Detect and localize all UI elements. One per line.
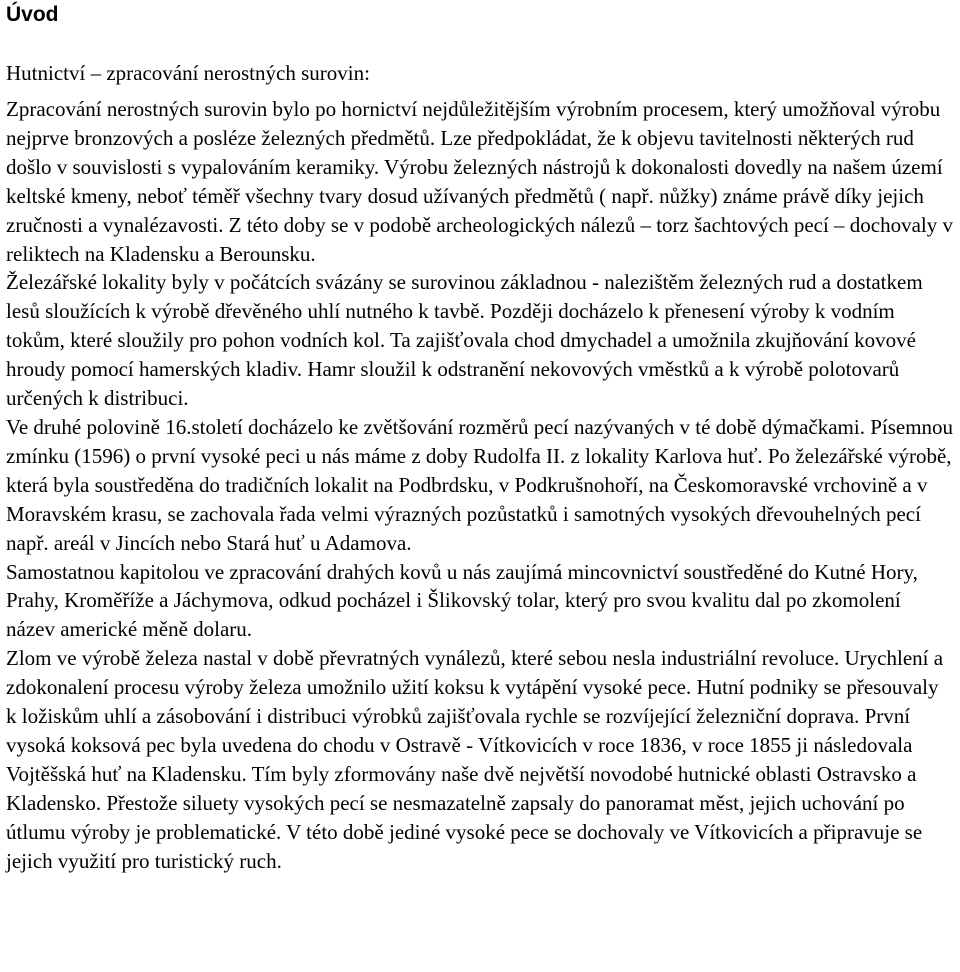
paragraph-blast-furnaces: Ve druhé polovině 16.století docházelo ke zvětšování rozměrů pecí nazývaných v té době dýmačkami. Písemnou zmínku (1596) o první vysoké peci u nás máme z doby Rudolfa II. z lokality Karlova huť. Po železářské výrobě, která byla soustředěna do tradičních lokalit na Podbrdsku, v Podkrušnohoří, na Českomoravské vrchovině a v Moravském krasu, se zachovala řada velmi výrazných pozůstatků i samotných vysokých dřevouhelných pecí např. areál v Jincích nebo Stará huť u Adamova. [6,414,954,555]
paragraph-early-history: Zpracování nerostných surovin bylo po hornictví nejdůležitějším výrobním procesem, který umožňoval výrobu nejprve bronzových a posléze železných předmětů. Lze předpokládat, že k objevu tavitelnosti některých rud došlo v souvislosti s vypalováním keramiky. Výrobu železných nástrojů k dokonalosti dovedly na našem území keltské kmeny, neboť téměř všechny tvary dosud užívaných předmětů ( např. nůžky) známe právě díky jejich zručnosti a vynalézavosti. Z této doby se v podobě archeologických nálezů – torz šachtových pecí – dochovaly v reliktech na Kladensku a Berounsku. [6,97,954,266]
paragraph-ironworks: Železářské lokality byly v počátcích svázány se surovinou základnou - nalezištěm železných rud a dostatkem lesů sloužících k výrobě dřevěného uhlí nutného k tavbě. Později docházelo k přenesení výroby k vodním tokům, které sloužily pro pohon vodních kol. Ta zajišťovala chod dmychadel a umožnila zkujňování kovové hroudy pomocí hamerských kladiv. Hamr sloužil k odstranění nekovových vměstků a k výrobě polotovarů určených k distribuci. [6,270,923,411]
paragraph-minting: Samostatnou kapitolou ve zpracování drahých kovů u nás zaujímá mincovnictví soustředěné do Kutné Hory, Prahy, Kroměříže a Jáchymova, odkud pocházel i Šlikovský tolar, který pro svou kvalitu dal po zkomolení název americké měně dolaru. [6,559,918,642]
section-subtitle: Hutnictví – zpracování nerostných surovin: [6,61,370,85]
spacer [6,88,954,95]
page-heading: Úvod [6,3,59,26]
paragraph-industrial-revolution: Zlom ve výrobě železa nastal v době převratných vynálezů, které sebou nesla industriální revoluce. Urychlení a zdokonalení procesu výroby železa umožnilo užití koksu k vytápění vysoké pece. Hutní podniky se přesouvaly k ložiskům uhlí a zásobování i distribuci výrobků zajišťovala rychle se rozvíjející železniční doprava. První vysoká koksová pec byla uvedena do chodu v Ostravě - Vítkovicích v roce 1836, v roce 1855 ji následovala Vojtěšská huť na Kladensku. Tím byly zformovány naše dvě největší novodobé hutnické oblasti Ostravsko a Kladensko. Přestože siluety vysokých pecí se nesmazatelně zapsaly do panoramat měst, jejich uchování po útlumu výroby je problematické. V této době jediné vysoké pece se dochovaly ve Vítkovicích a připravuje se jejich využití pro turistický ruch. [6,646,944,873]
